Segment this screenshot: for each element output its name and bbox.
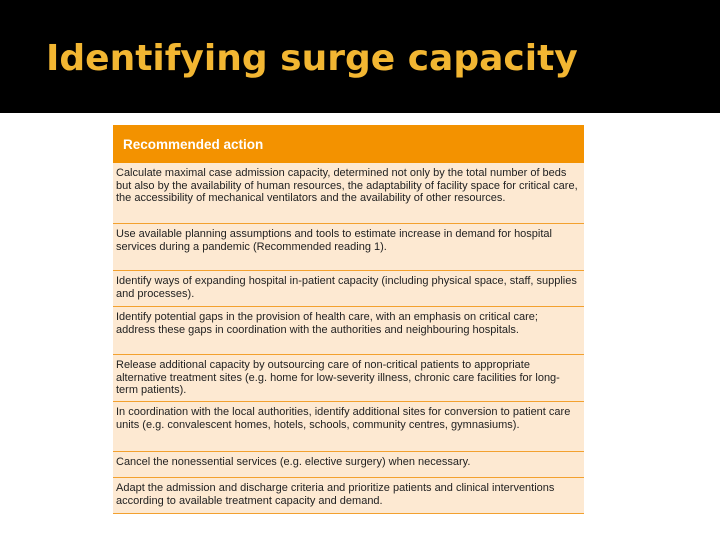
table-row: Identify potential gaps in the provision of health care, with an emphasis on critical care; address these gaps in coordination with the authorities and neighbouring hospitals.	[113, 307, 584, 355]
recommended-action-table	[113, 125, 584, 514]
table-row: Identify ways of expanding hospital in-patient capacity (including physical space, staff, supplies and processes).	[113, 271, 584, 307]
title-bar	[0, 0, 720, 113]
table-row: Adapt the admission and discharge criteria and prioritize patients and clinical interventions according to available treatment capacity and demand.	[113, 478, 584, 514]
table-row: Calculate maximal case admission capacity, determined not only by the total number of beds but also by the availability of human resources, the adaptability of facility space for critical care, the accessibility of mechanical ventilators and the availability of other resources.	[113, 163, 584, 224]
table-row: Use available planning assumptions and tools to estimate increase in demand for hospital services during a pandemic (Recommended reading 1).	[113, 224, 584, 271]
table-header	[113, 125, 584, 163]
table-row: In coordination with the local authorities, identify additional sites for conversion to patient care units (e.g. convalescent homes, hotels, schools, community centres, gymnasiums).	[113, 402, 584, 452]
table-header-label: Recommended action	[123, 136, 264, 152]
slide-title: Identifying surge capacity	[46, 38, 578, 79]
table-row: Cancel the nonessential services (e.g. elective surgery) when necessary.	[113, 452, 584, 478]
table-row: Release additional capacity by outsourcing care of non-critical patients to appropriate alternative treatment sites (e.g. home for low-severity illness, chronic care facilities for long-term patients).	[113, 355, 584, 402]
slide-content	[0, 113, 720, 540]
